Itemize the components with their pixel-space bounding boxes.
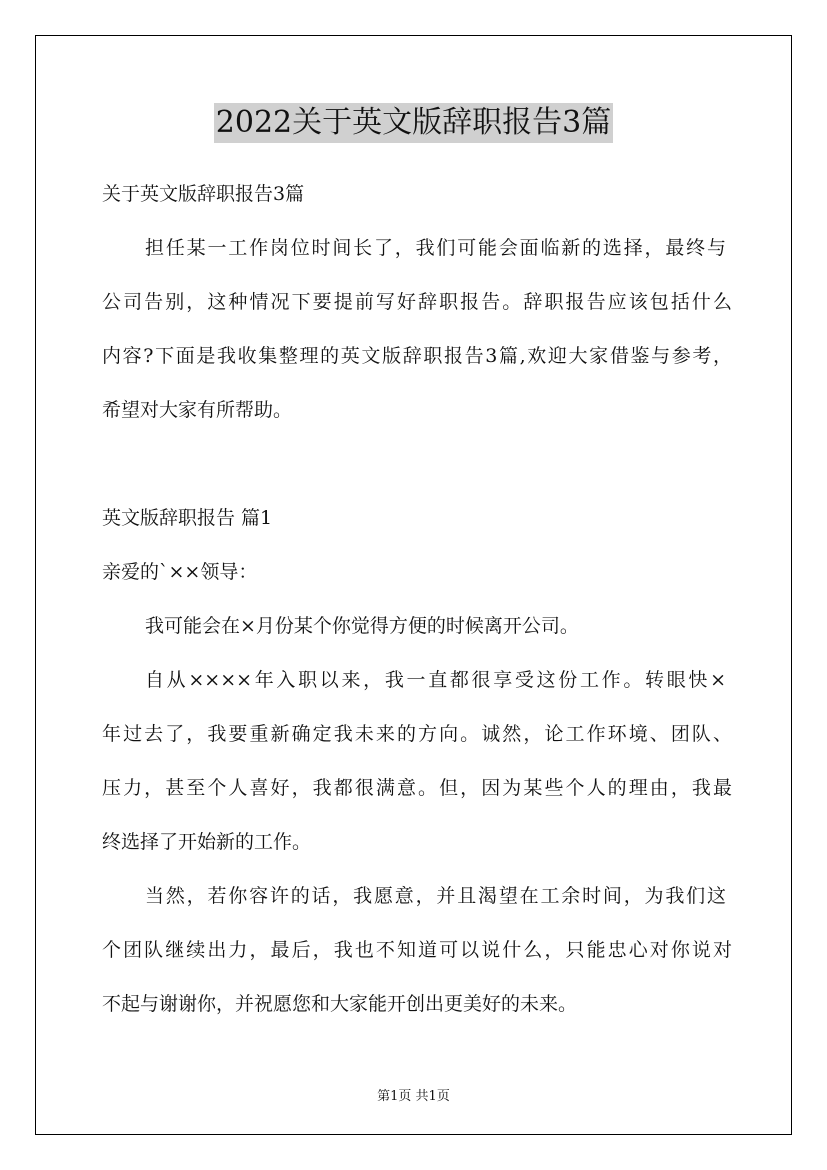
section-heading: 英文版辞职报告 篇1	[102, 507, 273, 529]
document-title-wrap	[0, 103, 827, 143]
paragraph-line: 个团队继续出力，最后，我也不知道可以说什么，只能忠心对你说对	[102, 939, 732, 961]
paragraph-line: 年过去了，我要重新确定我未来的方向。诚然，论工作环境、团队、	[102, 723, 732, 745]
paragraph-line: 终选择了开始新的工作。	[102, 831, 312, 853]
intro-line: 公司告别，这种情况下要提前写好辞职报告。辞职报告应该包括什么	[102, 291, 732, 313]
salutation: 亲爱的`××领导：	[102, 561, 258, 583]
paragraph-line: 我可能会在×月份某个你觉得方便的时候离开公司。	[145, 615, 579, 637]
intro-line: 担任某一工作岗位时间长了，我们可能会面临新的选择，最终与	[145, 237, 726, 259]
page-number: 第1页 共1页	[377, 1089, 450, 1104]
page-footer-wrap	[0, 1085, 827, 1104]
paragraph-line: 不起与谢谢你，并祝愿您和大家能开创出更美好的未来。	[102, 993, 578, 1015]
document-subtitle: 关于英文版辞职报告3篇	[102, 183, 305, 205]
paragraph-line: 压力，甚至个人喜好，我都很满意。但，因为某些个人的理由，我最	[102, 777, 732, 799]
paragraph-line: 自从××××年入职以来，我一直都很享受这份工作。转眼快×	[145, 669, 726, 691]
intro-line: 内容?下面是我收集整理的英文版辞职报告3篇,欢迎大家借鉴与参考，	[102, 345, 732, 367]
document-title: 2022关于英文版辞职报告3篇	[214, 103, 613, 143]
intro-line: 希望对大家有所帮助。	[102, 399, 293, 421]
paragraph-line: 当然，若你容许的话，我愿意，并且渴望在工余时间，为我们这	[145, 885, 726, 907]
